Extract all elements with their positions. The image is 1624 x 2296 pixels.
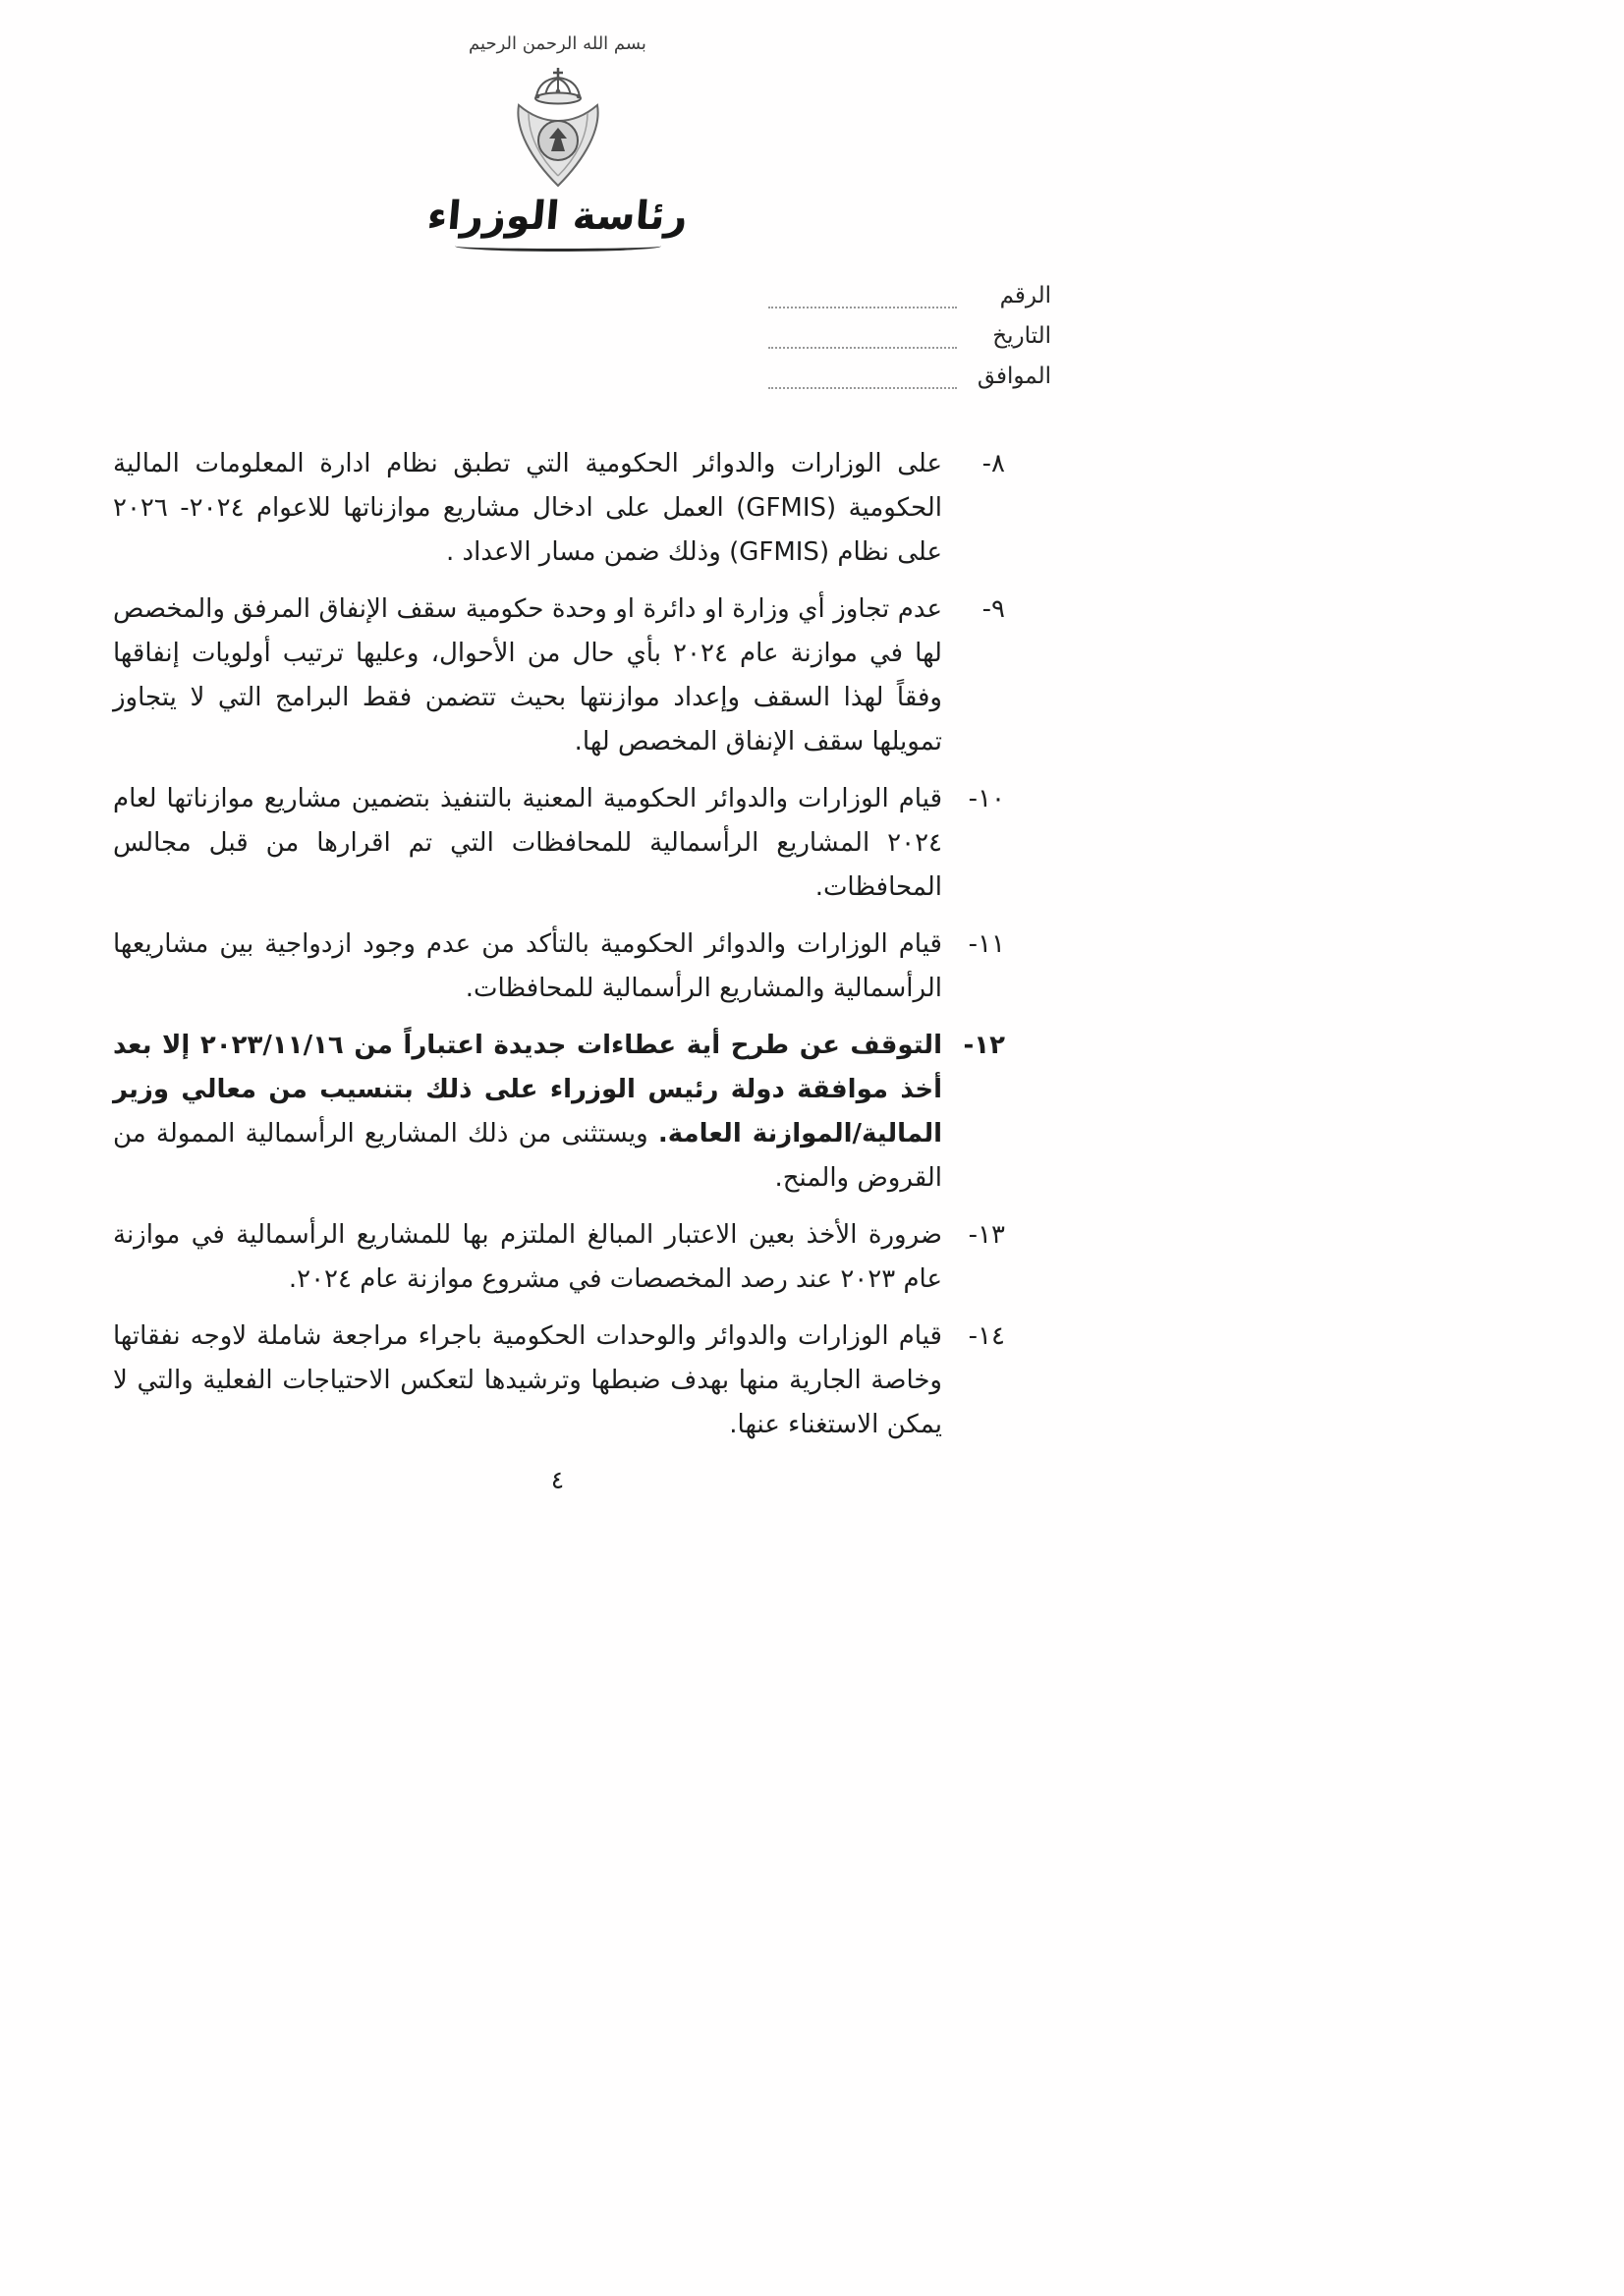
- item-number: ١١-: [968, 929, 1005, 959]
- meta-fields: [768, 281, 1051, 402]
- item-text: على الوزارات والدوائر الحكومية التي تطبق نظام ادارة المعلومات المالية الحكومية (GFMIS) العمل على ادخال مشاريع موازناتها للاعوام ٢٠٢٤- ٢٠٢٦ على نظام (GFMIS) وذلك ضمن مسار الاعداد .: [113, 449, 943, 567]
- meta-row-number: [768, 281, 1051, 308]
- item-text-bold: التوقف عن طرح أية عطاءات جديدة اعتباراً من ٢٠٢٣/١١/١٦ إلا بعد أخذ موافقة دولة رئيس الوزراء على ذلك بتنسيب من معالي وزير المالية/الموازنة العامة.: [113, 1031, 943, 1148]
- page-footer: [113, 1466, 1002, 1494]
- item-text: عدم تجاوز أي وزارة او دائرة او وحدة حكومية سقف الإنفاق المرفق والمخصص لها في موازنة عام ٢٠٢٤ بأي حال من الأحوال، وعليها ترتيب أولويات إنفاقها وفقاً لهذا السقف وإعداد موازنتها بحيث تتضمن فقط البرامج التي لا يتجاوز تمويلها سقف الإنفاق المخصص لها.: [113, 594, 942, 756]
- meta-row-corresponding: [768, 362, 1051, 389]
- list-item-11: [113, 923, 1005, 1011]
- number-dotted-line: [768, 281, 957, 308]
- royal-crest-emblem: [113, 66, 1002, 192]
- bismillah-calligraphy: بسم الله الرحمن الرحيم: [469, 33, 646, 54]
- calligraphy-flourish: [455, 241, 661, 252]
- list-item-12: [113, 1024, 1005, 1201]
- item-text-rest: ويستثنى من ذلك المشاريع الرأسمالية الممولة من القروض والمنح.: [113, 1119, 942, 1193]
- page-number: ٤: [550, 1466, 565, 1494]
- letterhead-title: رئاسة الوزراء: [425, 194, 690, 239]
- list-item-13: [113, 1213, 1005, 1302]
- crown-emblem-icon: [507, 66, 609, 192]
- corresponding-dotted-line: [768, 362, 957, 389]
- item-text: قيام الوزارات والدوائر الحكومية المعنية بالتنفيذ بتضمين مشاريع موازناتها لعام ٢٠٢٤ المشاريع الرأسمالية للمحافظات التي تم اقرارها من قبل مجالس المحافظات.: [113, 784, 942, 902]
- item-text: [113, 1024, 942, 1201]
- item-number: ١٠-: [968, 784, 1005, 813]
- date-dotted-line: [768, 321, 957, 349]
- item-number: ١٤-: [968, 1321, 1005, 1351]
- meta-row-date: [768, 321, 1051, 349]
- item-text: قيام الوزارات والدوائر الحكومية بالتأكد من عدم وجود ازدواجية بين مشاريعها الرأسمالية والمشاريع الرأسمالية للمحافظات.: [113, 929, 942, 1003]
- letterhead: [113, 33, 1002, 252]
- item-text: ضرورة الأخذ بعين الاعتبار المبالغ الملتزم بها للمشاريع الرأسمالية في موازنة عام ٢٠٢٣ عند رصد المخصصات في مشروع موازنة عام ٢٠٢٤.: [113, 1220, 942, 1294]
- item-number: ٨-: [981, 449, 1005, 478]
- item-number: ١٢-: [963, 1031, 1005, 1060]
- item-text: قيام الوزارات والدوائر والوحدات الحكومية باجراء مراجعة شاملة لاوجه نفقاتها وخاصة الجارية منها بهدف ضبطها وترشيدها لتعكس الاحتياجات الفعلية والتي لا يمكن الاستغناء عنها.: [113, 1321, 942, 1439]
- date-field-label: التاريخ: [992, 323, 1051, 349]
- item-number: ١٣-: [968, 1220, 1005, 1250]
- number-field-label: الرقم: [999, 283, 1051, 308]
- document-body: [113, 442, 1005, 1460]
- list-item-9: [113, 588, 1005, 764]
- list-item-10: [113, 777, 1005, 910]
- list-item-8: [113, 442, 1005, 575]
- item-number: ٩-: [981, 594, 1005, 624]
- list-item-14: [113, 1315, 1005, 1447]
- corresponding-field-label: الموافق: [977, 364, 1051, 389]
